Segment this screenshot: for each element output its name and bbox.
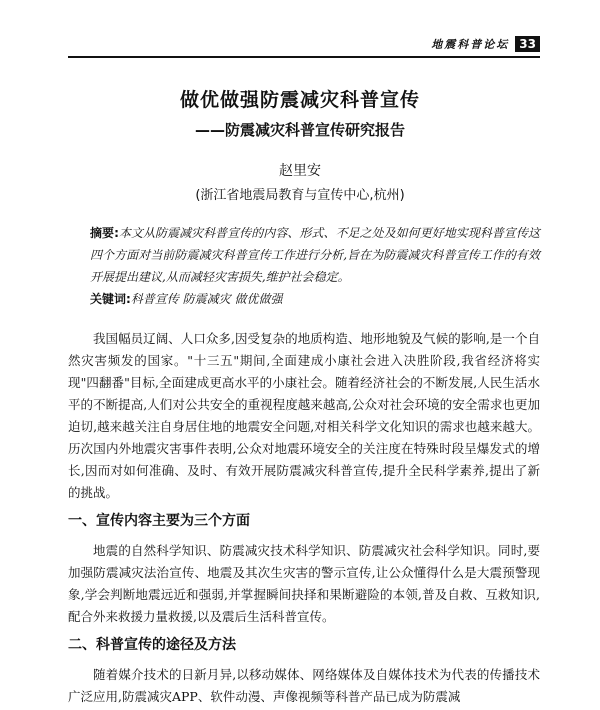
body-paragraph-2: 地震的自然科学知识、防震减灾技术科学知识、防震减灾社会科学知识。同时,要加强防震减灾法治宣传、地震及其次生灾害的警示宣传,让公众懂得什么是大震预警现象,学会判断地震远近和强弱,并掌握瞬间抉择和果断避险的本领,普及自救、互救知识,配合外来救援力量救援,以及震后生活科普宣传。 — [68, 543, 540, 624]
keywords-text: 科普宣传 防震减灾 做优做强 — [130, 292, 283, 306]
body-paragraph-1: 我国幅员辽阔、人口众多,因受复杂的地质构造、地形地貌及气候的影响,是一个自然灾害频发的国家。"十三五"期间,全面建成小康社会进入决胜阶段,我省经济将实现"四翻番"目标,全面建成更高水平的小康社会。随着经济社会的不断发展,人民生活水平的不断提高,人们对公共安全的重视程度越来越高,公众对社会环境的安全需求也更加迫切,越来越关注自身居住地的地震安全问题,对相关科学文化知识的需求也越来越大。历次国内外地震灾害事件表明,公众对地震环境安全的关注度在特殊时段呈爆发式的增长,因而对如何准确、及时、有效开展防震减灾科普宣传,提升全民科学素养,提出了新的挑战。 — [68, 331, 540, 500]
body-paragraph-3: 随着媒介技术的日新月异,以移动媒体、网络媒体及自媒体技术为代表的传播技术广泛应用,防震减灾APP、软件动漫、声像视频等科普产品已成为防震减 — [68, 667, 540, 704]
abstract-text: 本文从防震减灾科普宣传的内容、形式、不足之处及如何更好地实现科普宣传这四个方面对当前防震减灾科普宣传工作进行分析,旨在为防震减灾科普宣传工作的有效开展提出建议,从而减轻灾害损失,维护社会稳定。 — [90, 226, 540, 284]
abstract-label: 摘要: — [90, 226, 119, 240]
running-header — [431, 36, 540, 52]
article-subtitle: ——防震减灾科普宣传研究报告 — [194, 121, 405, 139]
section-heading-1: 一、宣传内容主要为三个方面 — [68, 513, 250, 529]
keywords — [90, 290, 540, 307]
header-rule — [68, 56, 540, 58]
page-number-badge: 33 — [515, 36, 540, 52]
article-title: 做优做强防震减灾科普宣传 — [179, 89, 420, 111]
author-name: 赵里安 — [279, 163, 321, 179]
keywords-label: 关键词: — [90, 292, 131, 306]
author-affiliation: (浙江省地震局教育与宣传中心,杭州) — [195, 188, 405, 203]
journal-name: 地震科普论坛 — [431, 38, 510, 51]
section-heading-2: 二、科普宣传的途径及方法 — [68, 637, 236, 653]
abstract — [90, 222, 540, 288]
